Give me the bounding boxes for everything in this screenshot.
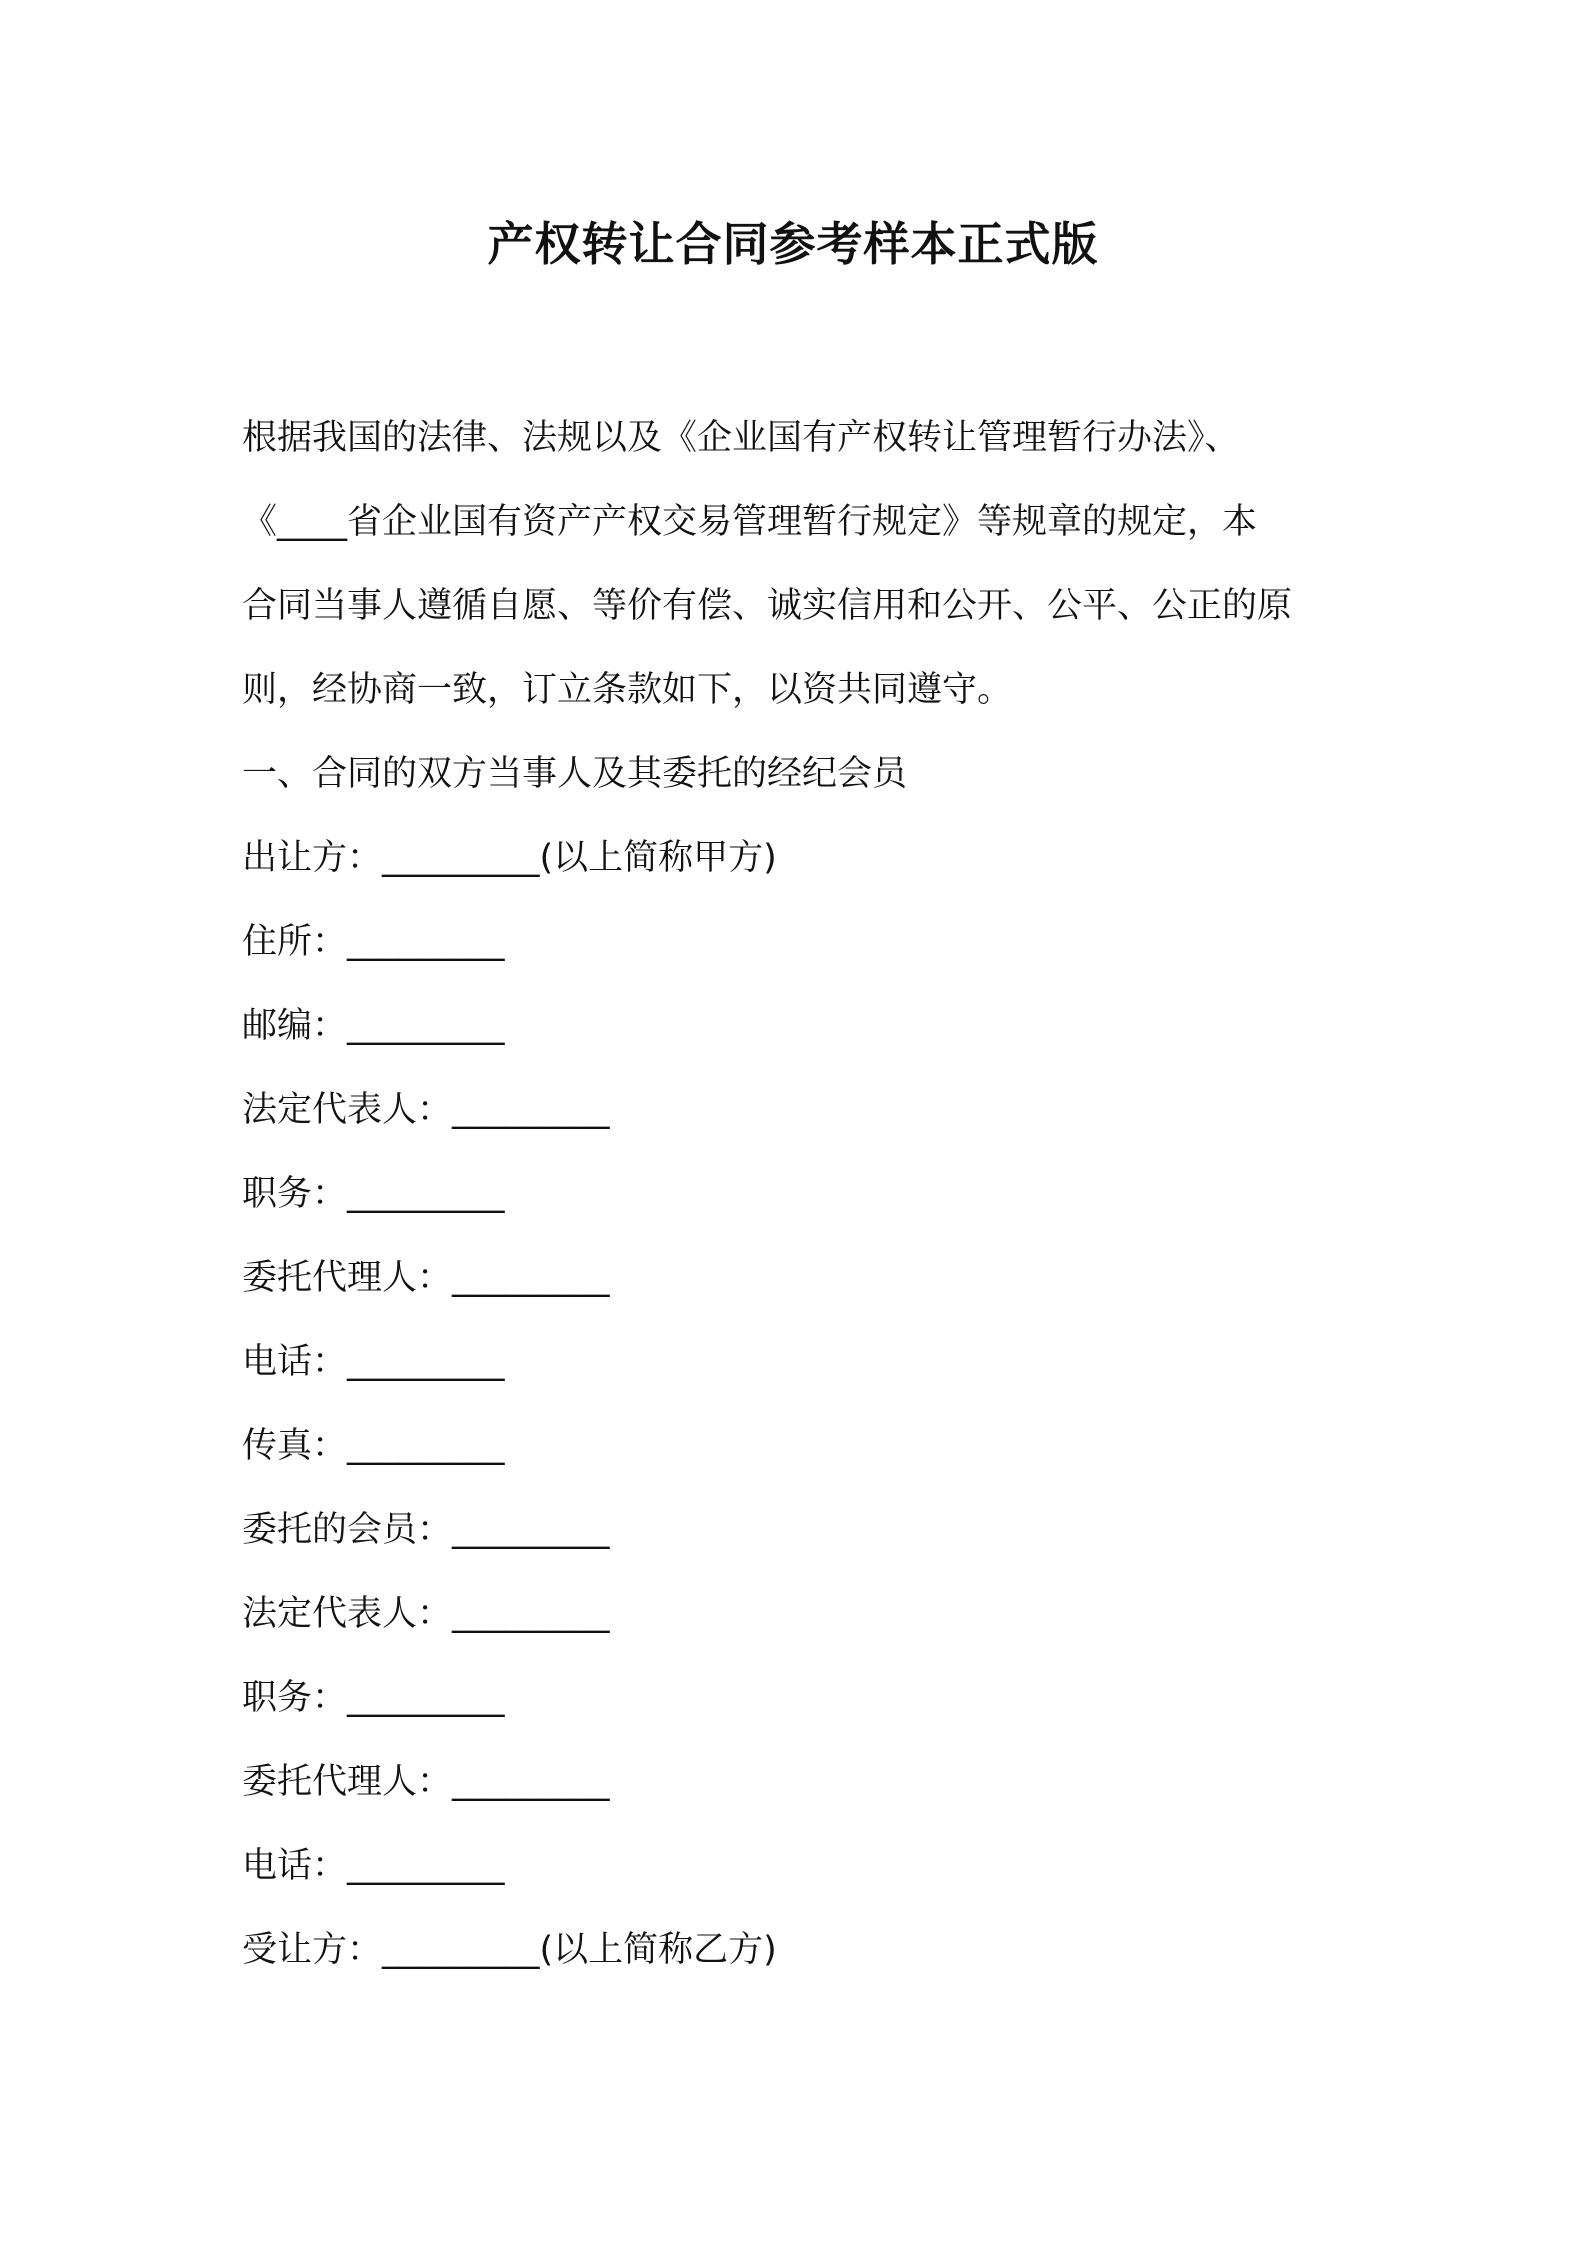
intro-line-4: 则，经协商一致，订立条款如下，以资共同遵守。	[242, 670, 1013, 710]
field-postcode: 邮编：_________	[242, 1006, 505, 1046]
field-legal-representative: 法定代表人：_________	[242, 1090, 610, 1130]
field-member-position: 职务：_________	[242, 1678, 505, 1718]
field-member-phone: 电话：_________	[242, 1846, 505, 1886]
field-address: 住所：_________	[242, 922, 505, 962]
intro-line-1: 根据我国的法律、法规以及《企业国有产权转让管理暂行办法》、	[242, 418, 1240, 458]
field-transferee: 受让方：_________(以上简称乙方)	[242, 1930, 777, 1970]
field-authorized-agent: 委托代理人：_________	[242, 1258, 610, 1298]
section-heading: 一、合同的双方当事人及其委托的经纪会员	[242, 754, 908, 794]
field-transferor: 出让方：_________(以上简称甲方)	[242, 838, 777, 878]
document-title: 产权转让合同参考样本正式版	[487, 217, 1099, 271]
field-member-legal-representative: 法定代表人：_________	[242, 1594, 610, 1634]
intro-line-2: 《____省企业国有资产产权交易管理暂行规定》等规章的规定，本	[242, 502, 1258, 542]
field-fax: 传真：_________	[242, 1426, 505, 1466]
intro-line-3: 合同当事人遵循自愿、等价有偿、诚实信用和公开、公平、公正的原	[242, 586, 1293, 626]
field-phone: 电话：_________	[242, 1342, 505, 1382]
field-commissioned-member: 委托的会员：_________	[242, 1510, 610, 1550]
field-position: 职务：_________	[242, 1174, 505, 1214]
field-member-authorized-agent: 委托代理人：_________	[242, 1762, 610, 1802]
